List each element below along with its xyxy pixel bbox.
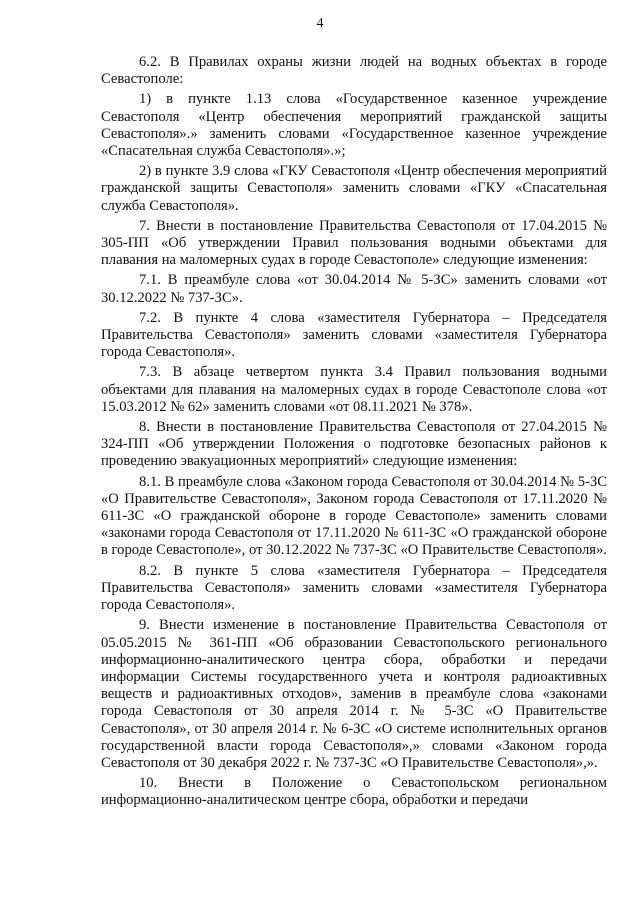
paragraph: 7.1. В преамбуле слова «от 30.04.2014 № 5-ЗС» заменить словами «от 30.12.2022 № 737-ЗС». — [101, 272, 607, 306]
paragraph: 8.1. В преамбуле слова «Законом города Севастополя от 30.04.2014 № 5-ЗС «О Правительстве Севастополя», Законом города Севастополя от 17.11.2020 № 611-ЗС «О гражданской обороне в городе Севастополе» заменить словами «законами города Севастополя от 17.11.2020 № 611-ЗС «О гражданской обороне в городе Севастополе», от 30.12.2022 № 737-ЗС «О Правительстве Севастополя». — [101, 473, 607, 559]
paragraph: 6.2. В Правилах охраны жизни людей на водных объектах в городе Севастополе: — [101, 54, 607, 88]
paragraph: 9. Внести изменение в постановление Правительства Севастополя от 05.05.2015 № 361-ПП «Об образовании Севастопольского регионального информационно-аналитического центра сбора, обработки и передачи информации Системы государственного учета и контроля радиоактивных веществ и радиоактивных отходов», заменив в преамбуле слова «законами города Севастополя от 30 апреля 2014 г. № 5-ЗС «О Правительстве Севастополя», от 30 апреля 2014 г. № 6-ЗС «О системе исполнительных органов государственной власти города Севастополя»,» словами «Законом города Севастополя от 30 декабря 2022 г. № 737-ЗС «О Правительстве Севастополя»,». — [101, 617, 607, 771]
document-body — [101, 54, 607, 813]
paragraph: 7.2. В пункте 4 слова «заместителя Губернатора – Председателя Правительства Севастополя» заменить словами «заместителя Губернатора города Севастополя». — [101, 309, 607, 361]
paragraph: 1) в пункте 1.13 слова «Государственное казенное учреждение Севастополя «Центр обеспечения мероприятий гражданской защиты Севастополя».» заменить словами «Государственное казенное учреждение «Спасательная служба Севастополя».»; — [101, 91, 607, 160]
paragraph: 2) в пункте 3.9 слова «ГКУ Севастополя «Центр обеспечения мероприятий гражданской защиты Севастополя» заменить словами «ГКУ «Спасательная служба Севастополя». — [101, 163, 607, 214]
paragraph: 8. Внести в постановление Правительства Севастополя от 27.04.2015 № 324-ПП «Об утверждении Положения о подготовке безопасных районов к проведению эвакуационных мероприятий» следующие изменения: — [101, 419, 607, 470]
paragraph: 7. Внести в постановление Правительства Севастополя от 17.04.2015 № 305-ПП «Об утверждении Правил пользования водными объектами для плавания на маломерных судах в городе Севастополе» следующие изменения: — [101, 217, 607, 269]
paragraph: 7.3. В абзаце четвертом пункта 3.4 Правил пользования водными объектами для плавания на маломерных судах в городе Севастополе слова «от 15.03.2012 № 62» заменить словами «от 08.11.2021 № 378». — [101, 364, 607, 415]
paragraph: 10. Внести в Положение о Севастопольском региональном информационно-аналитическом центре сбора, обработки и передачи — [101, 775, 607, 809]
paragraph: 8.2. В пункте 5 слова «заместителя Губернатора – Председателя Правительства Севастополя» заменить словами «заместителя Губернатора города Севастополя». — [101, 562, 607, 614]
page-number: 4 — [316, 16, 324, 31]
